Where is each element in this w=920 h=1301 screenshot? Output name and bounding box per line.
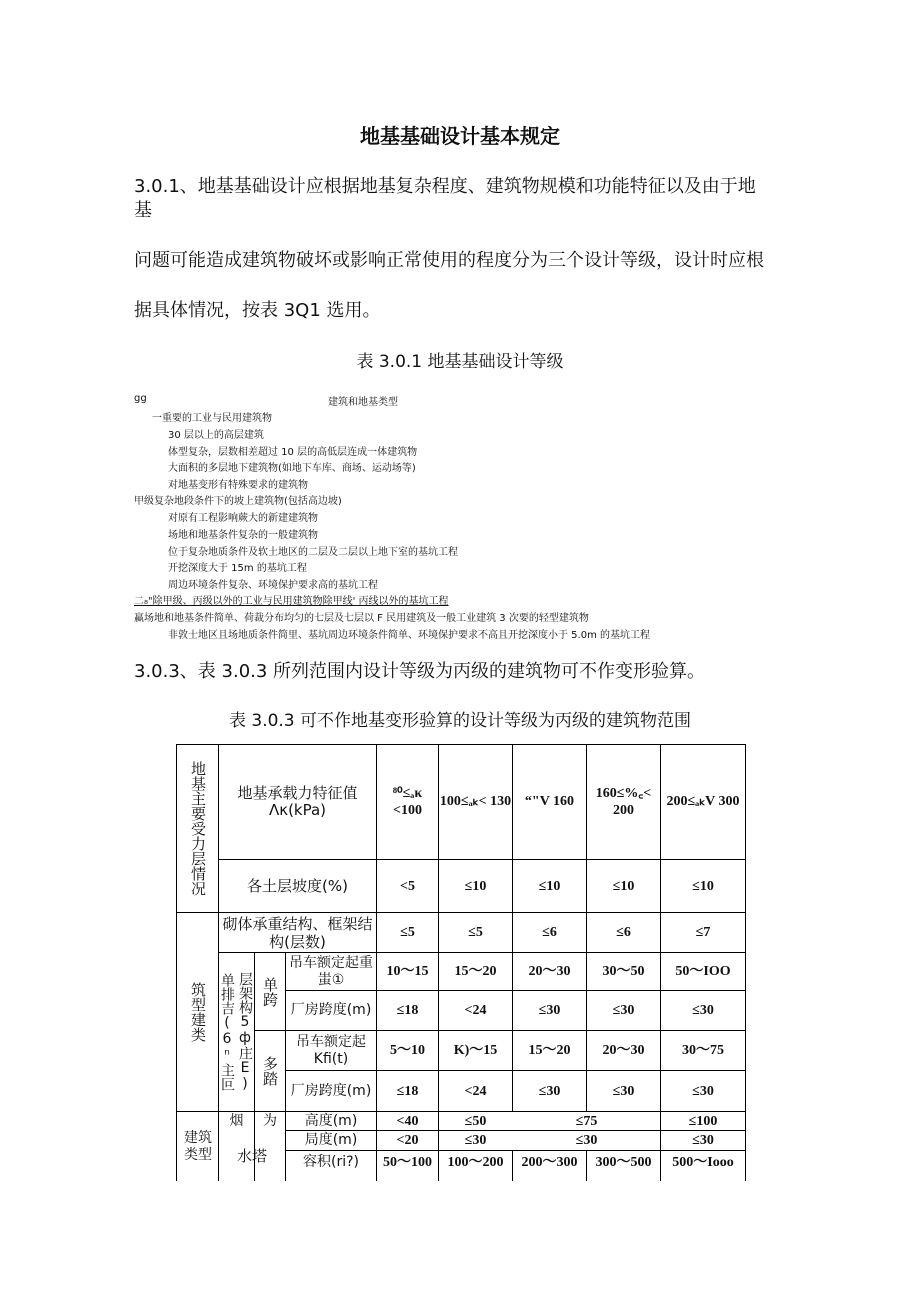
slope-label: 各土层坡度(%) <box>247 876 348 895</box>
crane1-value: 15～20 <box>454 964 497 979</box>
height2-value: ≤30 <box>464 1133 487 1148</box>
crane2-value: 5～10 <box>390 1043 425 1058</box>
volume-label: 容积(ri?) <box>303 1153 359 1170</box>
t1-row: 蠃场地和地基条件简单、荷裁分布均匀的七层及七层以 F 民用建筑及一般工业建筑 3 次要的轻型建筑物 <box>134 613 589 624</box>
slope-value: ≤10 <box>538 878 561 894</box>
slope-value: ≤10 <box>464 878 487 894</box>
fak-value: ⁸⁰≤ₐκ <100 <box>392 785 423 818</box>
table2-title: 表 3.0.3 可不作地基变形验算的设计等级为丙级的建筑物范围 <box>228 711 692 731</box>
single-span-label: 单跨 <box>261 976 279 1007</box>
fak-value: “"V 160 <box>524 794 575 809</box>
t1-row: 大面积的多层地下建筑物(如地下车库、商场、运动场等) <box>168 463 416 474</box>
t1-row: 对原有工程影响蕨大的新建建筑物 <box>168 513 318 524</box>
single-frame-label: 单排吉(6ⁿ主叵 <box>219 973 235 1091</box>
multi-span-label: 多踏 <box>261 1056 279 1086</box>
para1-line2: 基 <box>134 200 152 221</box>
crane2-value: 30～75 <box>682 1043 724 1058</box>
slope-value: ≤10 <box>692 878 714 894</box>
fak-value: 100≤ₐₖ< 130 <box>439 794 512 809</box>
volume-value: 200～300 <box>521 1154 578 1170</box>
height2-value: ≤30 <box>575 1133 598 1148</box>
t1-row: 位于复杂地质条件及软土地区的二层及二层以上地下室的基坑工程 <box>168 547 458 558</box>
t1-row: 二₈"除甲级、丙级以外的工业与民用建筑物除甲线' 丙线以外的基坑工程 <box>134 596 449 607</box>
volume-value: 500～Iooo <box>672 1154 734 1170</box>
crane2-value: 15～20 <box>528 1043 571 1058</box>
height-value: ≤100 <box>688 1113 718 1129</box>
chimney-label-b: 为 <box>263 1112 277 1129</box>
span1-value: <24 <box>464 1003 487 1018</box>
zone-structure-type-label: 建筑类型 <box>184 1129 212 1163</box>
height-value: ≤50 <box>464 1113 487 1129</box>
chimney-label: 烟 <box>229 1112 244 1129</box>
para1-line4: 据具体情况，按表 3Q1 选用。 <box>134 300 381 321</box>
volume-value: 50～100 <box>383 1154 432 1170</box>
height-value: ≤75 <box>575 1113 598 1129</box>
table-303 <box>176 744 746 1181</box>
height2-label: 局度(m) <box>304 1132 358 1148</box>
span2-value: ≤30 <box>612 1083 635 1099</box>
t1-row: 一重要的工业与民用建筑物 <box>152 413 272 424</box>
t1-row: 30 层以上的高层建筑 <box>168 430 264 441</box>
page-title: 地基基础设计基本规定 <box>360 124 560 148</box>
volume-value: 300～500 <box>595 1154 652 1170</box>
slope-value: <5 <box>400 878 415 894</box>
crane1-value: 10～15 <box>386 964 429 979</box>
span2-value: <24 <box>464 1083 487 1099</box>
crane1-value: 50～IOO <box>675 964 731 979</box>
t1-row: 开挖深度大于 15m 的基坑工程 <box>168 563 307 574</box>
span1-label: 厂房跨度(m) <box>290 1002 372 1018</box>
span2-label: 厂房跨度(m) <box>290 1082 372 1099</box>
span2-value: ≤30 <box>538 1083 561 1099</box>
span1-value: ≤18 <box>396 1003 419 1018</box>
fak-value: 200≤ₐₖV 300 <box>666 794 740 809</box>
span2-value: ≤18 <box>396 1083 419 1099</box>
crane1-value: 30～50 <box>602 964 645 979</box>
t1-row: 周边环境条件复杂、环境保护要求高的基坑工程 <box>168 580 378 591</box>
para2: 3.0.3、表 3.0.3 所列范围内设计等级为丙级的建筑物可不作变形验算。 <box>134 661 706 682</box>
crane1-value: 20～30 <box>528 964 571 979</box>
masonry-value: ≤7 <box>695 925 711 940</box>
height-value: <40 <box>396 1113 419 1129</box>
slope-value: ≤10 <box>612 878 635 894</box>
masonry-value: ≤5 <box>468 925 483 940</box>
t1-row: 非敦士地区且场地质条件简里、基坑周边环境条件简单、环境保护要求不高且开挖深度小于 5.0m 的基坑工程 <box>168 630 651 641</box>
span1-value: ≤30 <box>692 1003 714 1018</box>
t1-row: 对地基变形有特殊要求的建筑物 <box>168 480 308 491</box>
height2-value: ≤30 <box>692 1133 714 1148</box>
volume-value: 100～200 <box>447 1154 504 1170</box>
table1-title: 表 3.0.1 地基基础设计等级 <box>356 352 564 372</box>
t1-row: 场地和地基条件复杂的一般建筑物 <box>168 530 318 541</box>
t1-head-left: gg <box>134 393 147 404</box>
crane1-label: 吊车额定起重蚩① <box>289 954 373 988</box>
masonry-value: ≤6 <box>616 925 631 940</box>
para1-line1: 3.0.1、地基基础设计应根据地基复杂程度、建筑物规模和功能特征以及由于地 <box>134 176 756 197</box>
span1-value: ≤30 <box>612 1003 635 1018</box>
t1-head-right: 建筑和地基类型 <box>328 397 398 408</box>
height-label: 高度(m) <box>304 1112 358 1129</box>
span1-value: ≤30 <box>538 1003 561 1018</box>
height2-value: <20 <box>396 1133 419 1148</box>
fak-label: 地基承载力特征值 Λκ(kPa) <box>237 783 358 819</box>
fak-value: 160≤%꜀< 200 <box>595 785 652 818</box>
t1-row: 甲级复杂地段条件下的坡上建筑物(包括高边坡) <box>134 496 342 507</box>
frame-structure-label: 层架构5ф庄E) <box>237 972 253 1092</box>
crane2-label: 吊车额定起 Kfi(t) <box>296 1033 366 1067</box>
zone-building-type-label: 筑型建类 <box>189 982 207 1042</box>
masonry-value: ≤5 <box>400 925 415 940</box>
masonry-value: ≤6 <box>542 925 557 940</box>
zone-foundation-label: 地基主要受力层情况 <box>189 760 207 896</box>
crane2-value: 20～30 <box>602 1043 645 1058</box>
span2-value: ≤30 <box>692 1083 714 1099</box>
water-tower-label: 水塔 <box>236 1146 267 1165</box>
crane2-value: K)～15 <box>453 1043 498 1058</box>
t1-row: 体型复杂，层数相差超过 10 层的高低层连成一体建筑物 <box>168 447 418 458</box>
masonry-label: 砌体承重结构、框架结构(层数) <box>222 914 373 951</box>
para1-line3: 问题可能造成建筑物破坏或影响正常使用的程度分为三个设计等级，设计时应根 <box>134 250 764 271</box>
